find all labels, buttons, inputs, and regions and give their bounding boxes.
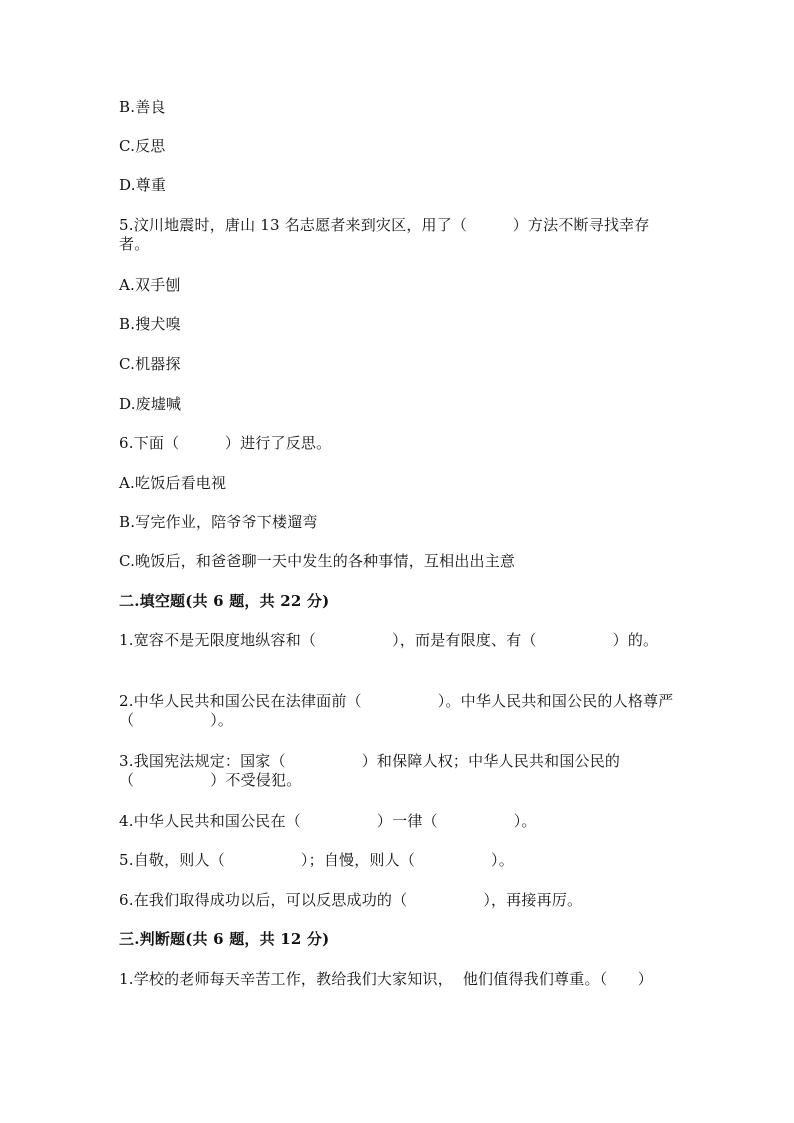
judgment-question-1: 1.学校的老师每天辛苦工作，教给我们大家知识， 他们值得我们尊重。（ ） bbox=[119, 970, 653, 988]
option-d-respect: D.尊重 bbox=[119, 176, 167, 194]
option-b-dog: B.搜犬嗅 bbox=[119, 315, 181, 333]
section-fill-blank-heading: 二.填空题(共 6 题，共 22 分) bbox=[119, 592, 330, 610]
question-6: 6.下面（ ）进行了反思。 bbox=[119, 434, 332, 452]
fill-question-3: 3.我国宪法规定：国家（ ）和保障人权；中华人民共和国公民的（ ）不受侵犯。 bbox=[119, 752, 621, 789]
section-judgment-heading: 三.判断题(共 6 题，共 12 分) bbox=[119, 930, 330, 948]
option-c-machine: C.机器探 bbox=[119, 355, 181, 373]
fill-question-5: 5.自敬，则人（ ）；自慢，则人（ ）。 bbox=[119, 851, 514, 869]
option-c-dinner-talk: C.晚饭后，和爸爸聊一天中发生的各种事情，互相出出主意 bbox=[119, 552, 516, 570]
option-b-homework: B.写完作业，陪爷爷下楼遛弯 bbox=[119, 513, 318, 531]
fill-question-1: 1.宽容不是无限度地纵容和（ ），而是有限度、有（ ）的。 bbox=[119, 631, 659, 649]
fill-question-4: 4.中华人民共和国公民在（ ）一律（ ）。 bbox=[119, 812, 537, 830]
option-d-shout: D.废墟喊 bbox=[119, 395, 182, 413]
option-a-tv: A.吃饭后看电视 bbox=[119, 474, 227, 492]
fill-question-2: 2.中华人民共和国公民在法律面前（ ）。中华人民共和国公民的人格尊严（ ）。 bbox=[119, 692, 674, 729]
question-5: 5.汶川地震时，唐山 13 名志愿者来到灾区，用了（ ）方法不断寻找幸存者。 bbox=[119, 216, 650, 253]
option-a-hands: A.双手刨 bbox=[119, 276, 181, 294]
option-c-reflection: C.反思 bbox=[119, 137, 166, 155]
fill-question-6: 6.在我们取得成功以后，可以反思成功的（ ），再接再厉。 bbox=[119, 891, 583, 909]
option-b-kindness: B.善良 bbox=[119, 98, 166, 116]
